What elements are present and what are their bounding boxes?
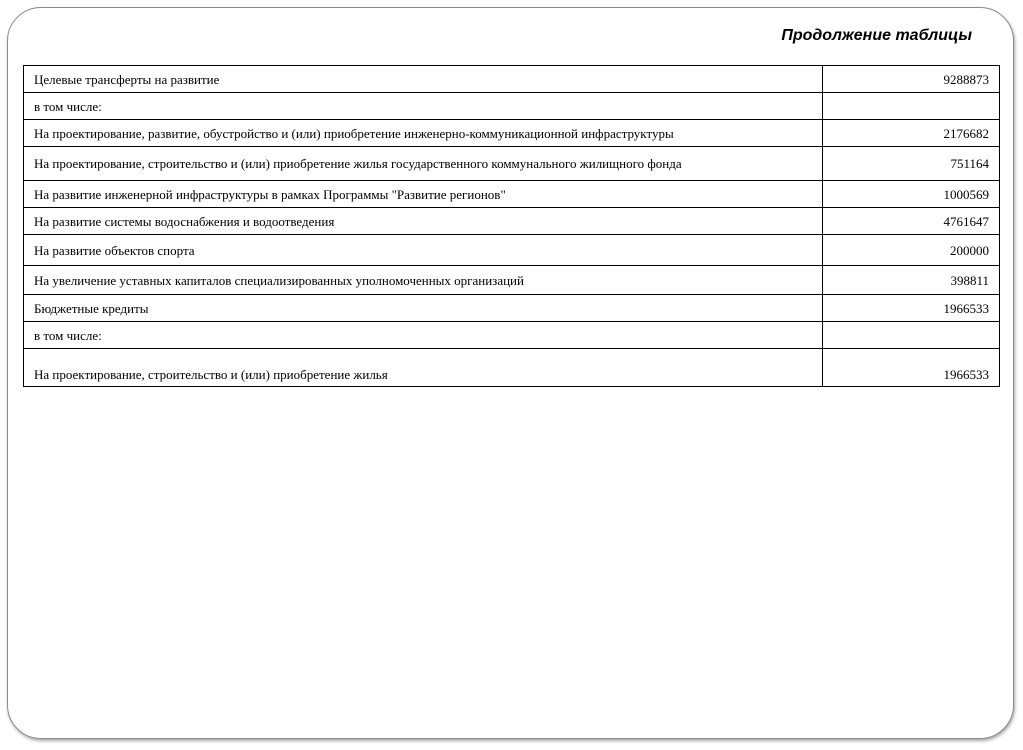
budget-table — [23, 65, 1000, 387]
table-row — [24, 147, 1000, 181]
row-label: Целевые трансферты на развитие — [24, 66, 823, 93]
row-label: На проектирование, строительство и (или) приобретение жилья государственного коммунального жилищного фонда — [24, 147, 823, 181]
row-value: 1966533 — [823, 295, 1000, 322]
row-label: На проектирование, строительство и (или) приобретение жилья — [24, 349, 823, 387]
row-value: 2176682 — [823, 120, 1000, 147]
row-label: в том числе: — [24, 93, 823, 120]
row-label: На развитие объектов спорта — [24, 235, 823, 266]
row-value: 1966533 — [823, 349, 1000, 387]
row-label: На увеличение уставных капиталов специализированных уполномоченных организаций — [24, 266, 823, 295]
row-value — [823, 93, 1000, 120]
row-value: 1000569 — [823, 181, 1000, 208]
row-value: 4761647 — [823, 208, 1000, 235]
table-row — [24, 120, 1000, 147]
table-row — [24, 322, 1000, 349]
table-row — [24, 93, 1000, 120]
table-row — [24, 208, 1000, 235]
row-value: 398811 — [823, 266, 1000, 295]
row-label: На проектирование, развитие, обустройство и (или) приобретение инженерно-коммуникационной инфраструктуры — [24, 120, 823, 147]
row-label: На развитие инженерной инфраструктуры в рамках Программы "Развитие регионов" — [24, 181, 823, 208]
row-value: 751164 — [823, 147, 1000, 181]
row-value: 9288873 — [823, 66, 1000, 93]
table-row — [24, 295, 1000, 322]
row-label: в том числе: — [24, 322, 823, 349]
table-continuation-caption: Продолжение таблицы — [781, 27, 972, 44]
table-row — [24, 349, 1000, 387]
row-label: Бюджетные кредиты — [24, 295, 823, 322]
row-value: 200000 — [823, 235, 1000, 266]
row-label: На развитие системы водоснабжения и водоотведения — [24, 208, 823, 235]
table-row — [24, 235, 1000, 266]
row-value — [823, 322, 1000, 349]
table-row — [24, 66, 1000, 93]
table-row — [24, 181, 1000, 208]
table-row — [24, 266, 1000, 295]
